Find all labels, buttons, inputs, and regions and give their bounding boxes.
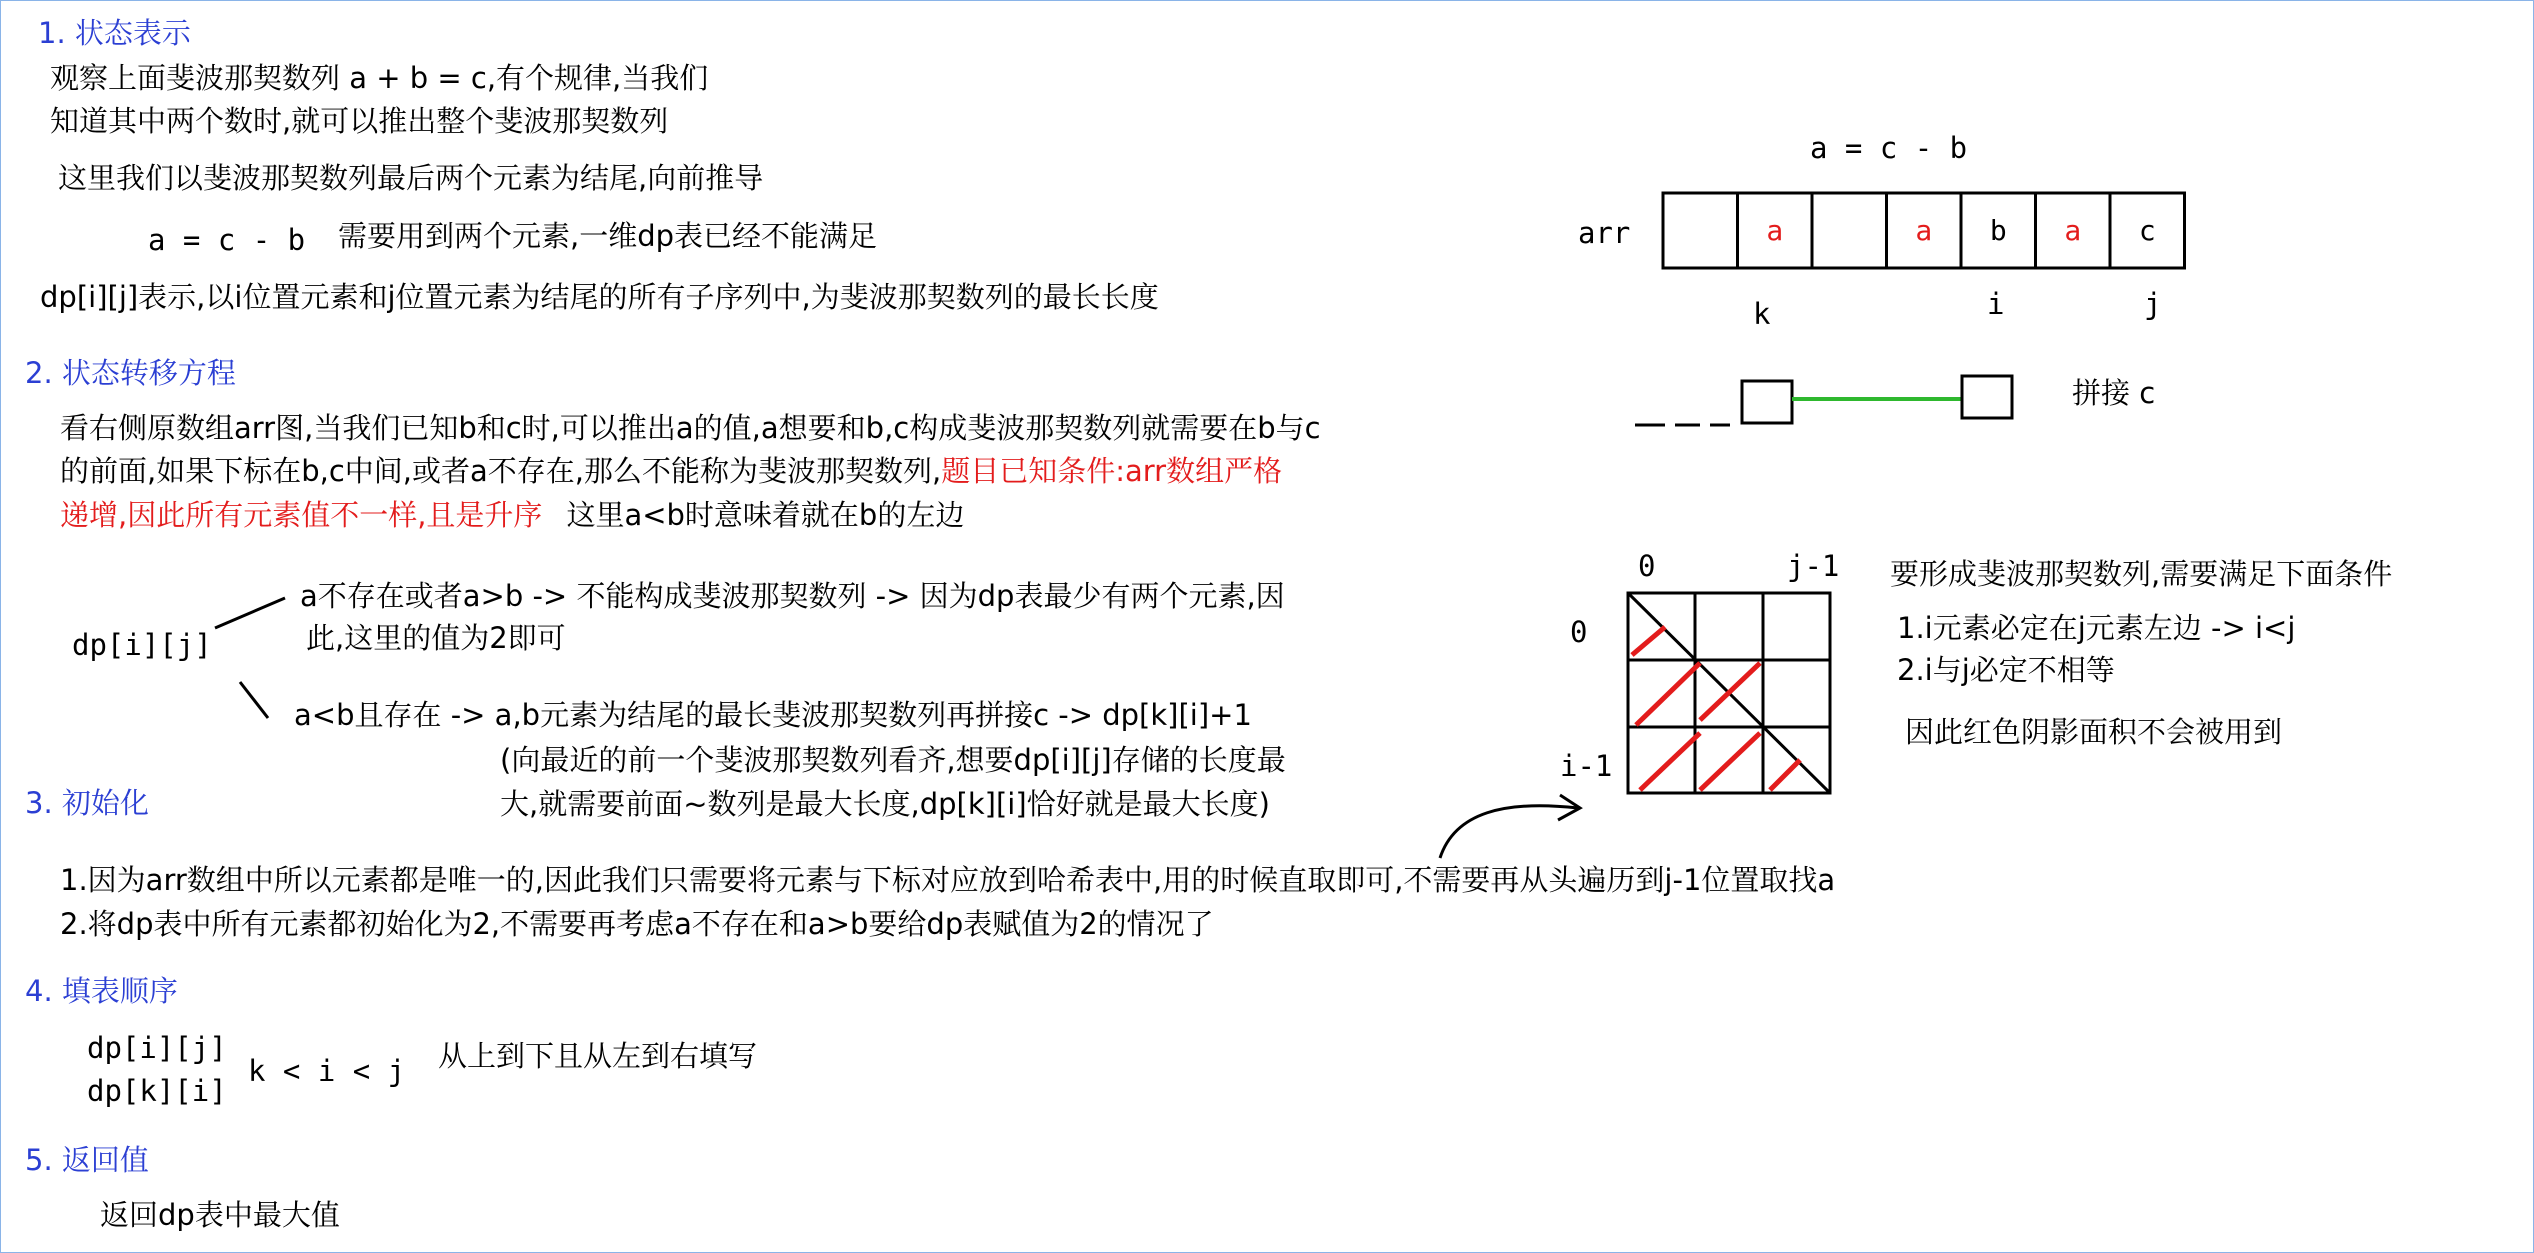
section-3-title: 3. 初始化 [25,786,149,820]
section-5-title: 5. 返回值 [25,1143,149,1177]
arr-cell-label: b [1989,214,2007,247]
brace-upper-line [215,598,285,628]
s2-p1: 看右侧原数组arr图,当我们已知b和c时,可以推出a的值,a想要和b,c构成斐波那契数列就需要在b与c [60,411,1321,445]
arr-cell-label: a [1766,214,1784,247]
grid-row-0: 0 [1570,615,1588,649]
s2-p3-red: 递增,因此所有元素值不一样,且是升序 [60,498,543,532]
section-2-title: 2. 状态转移方程 [25,356,236,390]
grid-col-0: 0 [1638,549,1656,583]
arr-cell-label: a [1915,214,1933,247]
grid-row-last: i-1 [1560,749,1613,783]
arr-cell-label: a [2064,214,2082,247]
cond-3: 因此红色阴影面积不会被用到 [1905,715,2283,749]
s3-item1: 1.因为arr数组中所以元素都是唯一的,因此我们只需要将元素与下标对应放到哈希表中,用的时候直取即可,不需要再从头遍历到j-1位置取找a [60,863,1836,897]
arr-cell [1663,193,1738,268]
brace-lower-line [240,682,268,718]
splice-box-right [1962,376,2012,418]
s3-item2: 2.将dp表中所有元素都初始化为2,不需要再考虑a不存在和a>b要给dp表赋值为2的情况了 [60,907,1214,941]
s1-line3: 这里我们以斐波那契数列最后两个元素为结尾,向前推导 [58,161,764,195]
hatch-stroke [1700,733,1760,790]
splice-label: 拼接 c [2072,376,2156,410]
s2-p2-red: 题目已知条件:arr数组严格 [941,454,1283,488]
s2-case2-line2: (向最近的前一个斐波那契数列看齐,想要dp[i][j]存储的长度最 [500,743,1286,777]
cond-2: 2.i与j必定不相等 [1897,653,2115,687]
hatch-stroke [1640,733,1700,790]
grid-col-last: j-1 [1787,549,1840,583]
s2-case2-line1: a<b且存在 -> a,b元素为结尾的最长斐波那契数列再拼接c -> dp[k][i]+1 [294,698,1252,732]
splice-box-left [1742,381,1792,423]
arr-index-j: j [2144,287,2162,321]
pointer-arrow-curve [1440,806,1578,858]
hatch-stroke [1636,663,1700,725]
hatch-stroke [1770,760,1800,790]
s2-case1-line2: 此,这里的值为2即可 [306,621,566,655]
s5-text: 返回dp表中最大值 [100,1198,340,1232]
cond-title: 要形成斐波那契数列,需要满足下面条件 [1890,557,2393,591]
hatch-stroke [1632,627,1665,655]
s1-formula-note: 需要用到两个元素,一维dp表已经不能满足 [338,219,878,253]
arr-formula: a = c - b [1810,131,1968,165]
arr-cell [1812,193,1887,268]
arr-index-k: k [1753,297,1771,331]
section-4-title: 4. 填表顺序 [25,974,178,1008]
section-1-title: 1. 状态表示 [38,16,191,50]
s1-line2: 知道其中两个数时,就可以推出整个斐波那契数列 [50,104,669,138]
s1-formula: a = c - b [148,223,306,257]
s4-range: k < i < j [248,1054,406,1088]
s4-order: 从上到下且从左到右填写 [438,1039,758,1073]
arr-index-i: i [1987,287,2005,321]
arr-label: arr [1578,216,1631,250]
s1-line1: 观察上面斐波那契数列 a + b = c,有个规律,当我们 [50,61,709,95]
s2-case1-line1: a不存在或者a>b -> 不能构成斐波那契数列 -> 因为dp表最少有两个元素,因 [300,579,1285,613]
s2-p3-black: 这里a<b时意味着就在b的左边 [566,498,965,532]
s4-dp-ij: dp[i][j] [87,1031,227,1065]
s2-p2-black: 的前面,如果下标在b,c中间,或者a不存在,那么不能称为斐波那契数列, [60,454,942,488]
arr-cells [1663,193,2185,268]
s1-definition: dp[i][j]表示,以i位置元素和j位置元素为结尾的所有子序列中,为斐波那契数列的最长长度 [40,280,1159,314]
arr-cell-label: c [2138,214,2156,247]
red-hatch [1632,627,1800,790]
s4-dp-ki: dp[k][i] [87,1074,227,1108]
cond-1: 1.i元素必定在j元素左边 -> i<j [1897,611,2296,645]
s2-case2-line3: 大,就需要前面~数列是最大长度,dp[k][i]恰好就是最大长度) [500,787,1270,821]
s2-dp-label: dp[i][j] [72,628,212,662]
